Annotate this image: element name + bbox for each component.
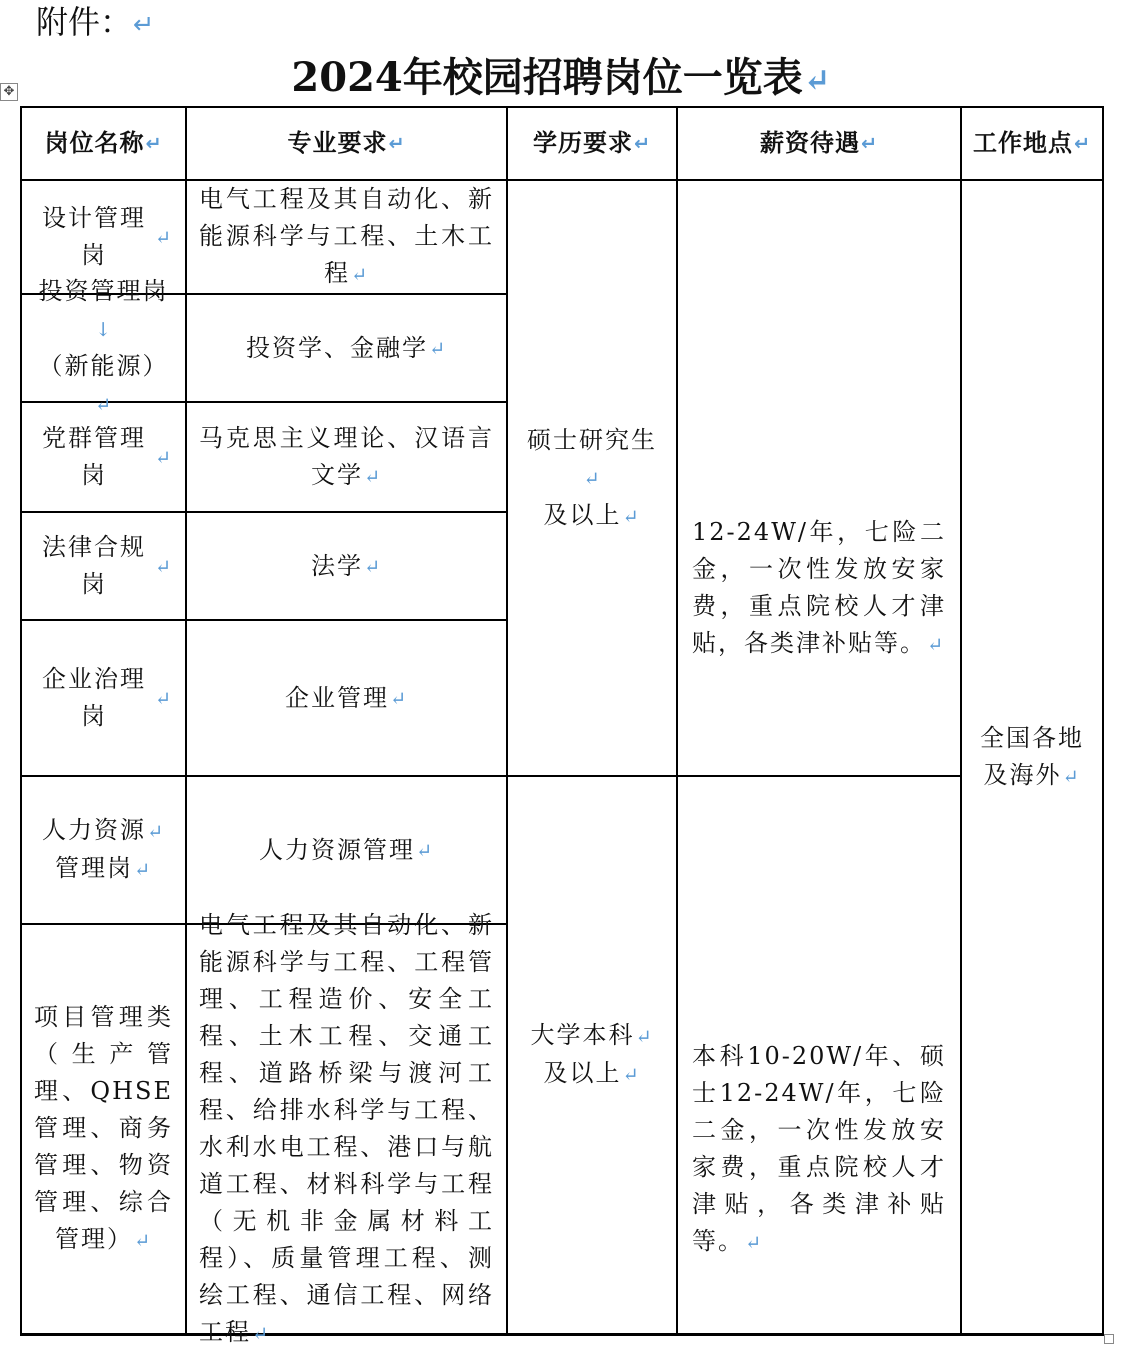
- education-bachelor: 大学本科↵ 及以上↵: [508, 777, 678, 1333]
- table-resize-handle-icon[interactable]: [1104, 1334, 1114, 1344]
- paragraph-mark-icon: ↵: [154, 225, 173, 249]
- paragraph-mark-icon: ↵: [1073, 132, 1092, 155]
- paragraph-mark-icon: ↵: [622, 1063, 641, 1086]
- table-row-major: 企业管理 ↵: [187, 621, 508, 777]
- paragraph-mark-icon: ↵: [154, 445, 173, 469]
- header-salary: 薪资待遇 ↵: [678, 108, 962, 181]
- paragraph-mark-icon: ↵: [633, 132, 652, 155]
- paragraph-mark-icon: ↵: [154, 554, 173, 578]
- paragraph-mark-icon: ↵: [133, 10, 155, 40]
- paragraph-mark-icon: ↵: [622, 504, 641, 528]
- table-row-position: 党群管理岗 ↵: [22, 403, 187, 513]
- header-position: 岗位名称 ↵: [22, 108, 187, 181]
- table-row-position: 法律合规岗 ↵: [22, 513, 187, 621]
- paragraph-mark-icon: ↵: [133, 858, 153, 881]
- table-row-major: 投资学、金融学 ↵: [187, 295, 508, 403]
- table-row-position: 设计管理岗 ↵: [22, 181, 187, 295]
- paragraph-mark-icon: ↵: [803, 61, 831, 99]
- paragraph-mark-icon: ↵: [388, 132, 406, 155]
- paragraph-mark-icon: ↵: [146, 820, 166, 843]
- paragraph-mark-icon: ↵: [154, 686, 173, 710]
- paragraph-mark-icon: ↵: [94, 393, 114, 416]
- location-cell: 全国各地 及海外↵: [962, 181, 1104, 1333]
- paragraph-mark-icon: ↵: [1062, 764, 1081, 788]
- table-row-position: 人力资源↵ 管理岗↵: [22, 777, 187, 925]
- line-break-mark-icon: ↓: [94, 318, 114, 341]
- header-education: 学历要求 ↵: [508, 108, 678, 181]
- table-row-major: 人力资源管理 ↵: [187, 777, 508, 925]
- table-row-major: 马克思主义理论、汉语言文学↵: [187, 403, 508, 513]
- job-table: [20, 106, 1104, 1346]
- paragraph-mark-icon: ↵: [415, 838, 435, 862]
- paragraph-mark-icon: ↵: [860, 132, 879, 155]
- table-row-position: 项目管理类（生产管理、QHSE管理、商务管理、物资管理、综合管理）↵: [22, 925, 187, 1333]
- paragraph-mark-icon: ↵: [363, 464, 383, 488]
- paragraph-mark-icon: ↵: [583, 466, 602, 490]
- table-row-major: 电气工程及其自动化、新能源科学与工程、土木工程↵: [187, 181, 508, 295]
- paragraph-mark-icon: ↵: [927, 632, 946, 656]
- education-master: 硕士研究生↵ 及以上↵: [508, 181, 678, 777]
- salary-bachelor: 本科10-20W/年、硕士12-24W/年，七险二金，一次性发放安家费，重点院校人才津贴，各类津补贴等。↵: [678, 777, 962, 1333]
- header-location: 工作地点 ↵: [962, 108, 1104, 181]
- table-row-position: 企业治理岗 ↵: [22, 621, 187, 777]
- paragraph-mark-icon: ↵: [350, 263, 370, 286]
- paragraph-mark-icon: ↵: [428, 336, 448, 360]
- table-row-major: 法学 ↵: [187, 513, 508, 621]
- header-major: 专业要求 ↵: [187, 108, 508, 181]
- paragraph-mark-icon: ↵: [635, 1025, 654, 1048]
- paragraph-mark-icon: ↵: [745, 1230, 764, 1254]
- table-move-handle-icon[interactable]: ✥: [0, 83, 18, 101]
- page-title: 2024年校园招聘岗位一览表↵: [291, 54, 831, 101]
- attachment-label: 附件：↵: [36, 3, 155, 41]
- paragraph-mark-icon: ↵: [145, 132, 163, 155]
- salary-master: 12-24W/年，七险二金，一次性发放安家费，重点院校人才津贴，各类津补贴等。↵: [678, 181, 962, 777]
- paragraph-mark-icon: ↵: [363, 554, 383, 578]
- paragraph-mark-icon: ↵: [389, 686, 409, 710]
- table-row-major: 电气工程及其自动化、新能源科学与工程、工程管理、工程造价、安全工程、土木工程、交通工程、道路桥梁与渡河工程、给排水科学与工程、水利水电工程、港口与航道工程、材料科学与工程（无机非金属材料工程）、质量管理工程、测绘工程、通信工程、网络工程↵: [187, 925, 508, 1333]
- paragraph-mark-icon: ↵: [252, 1321, 271, 1345]
- paragraph-mark-icon: ↵: [133, 1229, 153, 1252]
- table-row-position: 投资管理岗↓ （新能源）↵: [22, 295, 187, 403]
